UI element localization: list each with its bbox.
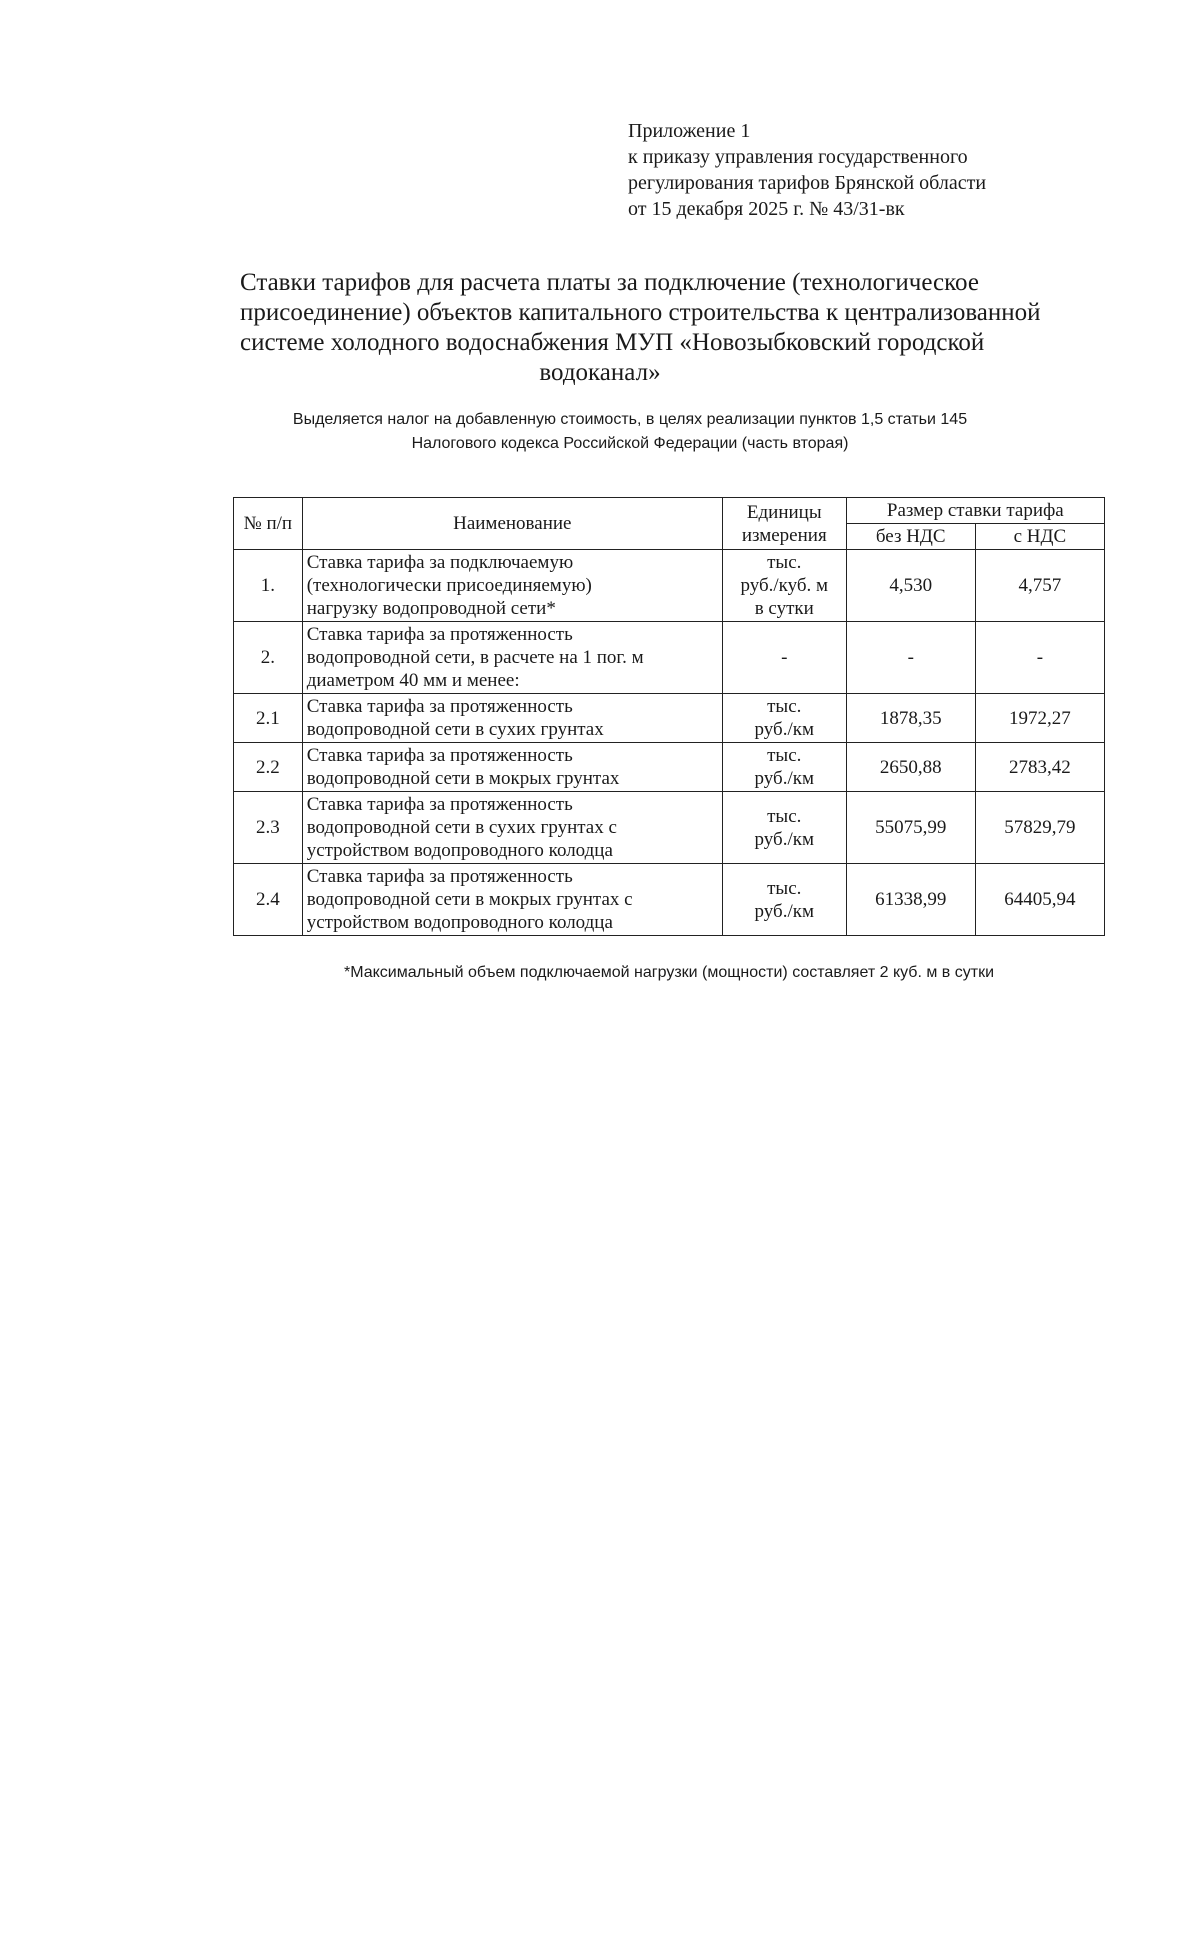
row-name-line: устройством водопроводного колодца: [306, 840, 613, 861]
row-rate-no-vat: 1878,35: [846, 694, 975, 743]
row-unit-line: в сутки: [754, 598, 814, 619]
row-rate-no-vat: 55075,99: [846, 792, 975, 864]
row-name: [302, 792, 722, 864]
row-unit-line: руб./км: [754, 768, 814, 789]
title-line: системе холодного водоснабжения МУП «Новозыбковский городской: [240, 329, 985, 356]
row-rate-with-vat: -: [975, 622, 1104, 694]
row-num: 2.1: [234, 694, 303, 743]
row-rate-no-vat: 4,530: [846, 550, 975, 622]
table-row: [234, 792, 1105, 864]
tariff-table: [233, 497, 1105, 936]
row-unit-line: руб./км: [754, 719, 814, 740]
row-num: 2.4: [234, 864, 303, 936]
title-line: присоединение) объектов капитального строительства к централизованной: [240, 299, 1041, 326]
row-name-line: Ставка тарифа за протяженность: [306, 624, 573, 645]
row-name-line: водопроводной сети в мокрых грунтах: [306, 768, 620, 789]
row-name-line: диаметром 40 мм и менее:: [306, 670, 520, 691]
row-num: 2.2: [234, 743, 303, 792]
row-name: [302, 622, 722, 694]
row-name-line: Ставка тарифа за протяженность: [306, 794, 573, 815]
row-name: [302, 550, 722, 622]
row-name: [302, 743, 722, 792]
appendix-header: [628, 118, 1088, 222]
header-num: № п/п: [234, 498, 303, 550]
row-rate-with-vat: 2783,42: [975, 743, 1104, 792]
row-rate-with-vat: 1972,27: [975, 694, 1104, 743]
row-name-line: Ставка тарифа за протяженность: [306, 696, 573, 717]
row-rate-with-vat: 4,757: [975, 550, 1104, 622]
row-rate-no-vat: 2650,88: [846, 743, 975, 792]
row-unit: [722, 622, 846, 694]
row-unit: [722, 864, 846, 936]
row-name-line: (технологически присоединяемую): [306, 575, 592, 596]
table-body: [234, 550, 1105, 936]
row-name-line: водопроводной сети в сухих грунтах с: [306, 817, 617, 838]
vat-note: [200, 408, 1060, 456]
table-header-row: [234, 498, 1105, 524]
row-rate-with-vat: 57829,79: [975, 792, 1104, 864]
document-title: [240, 268, 1041, 388]
row-name: [302, 694, 722, 743]
row-name-line: водопроводной сети в мокрых грунтах с: [306, 889, 633, 910]
row-unit-line: тыс.: [767, 745, 802, 766]
row-name: [302, 864, 722, 936]
row-name-line: Ставка тарифа за протяженность: [306, 866, 573, 887]
row-name-line: Ставка тарифа за подключаемую: [306, 552, 574, 573]
row-unit-line: тыс.: [767, 696, 802, 717]
row-unit: [722, 694, 846, 743]
header-name: Наименование: [302, 498, 722, 550]
row-unit-line: -: [781, 647, 788, 668]
vat-note-line: Налогового кодекса Российской Федерации (часть вторая): [411, 435, 849, 452]
row-unit-line: руб./км: [754, 828, 814, 850]
row-unit: [722, 743, 846, 792]
appendix-line: от 15 декабря 2025 г. № 43/31-вк: [628, 198, 905, 220]
header-no-vat: без НДС: [846, 524, 975, 550]
appendix-line: Приложение 1: [628, 120, 751, 142]
row-num: 1.: [234, 550, 303, 622]
appendix-line: регулирования тарифов Брянской области: [628, 172, 987, 194]
table-row: [234, 622, 1105, 694]
header-rate-group: Размер ставки тарифа: [846, 498, 1104, 524]
table-row: [234, 743, 1105, 792]
row-name-line: устройством водопроводного колодца: [306, 912, 613, 933]
row-rate-with-vat: 64405,94: [975, 864, 1104, 936]
row-rate-no-vat: -: [846, 622, 975, 694]
footnote: *Максимальный объем подключаемой нагрузки (мощности) составляет 2 куб. м в сутки: [343, 964, 995, 981]
row-name-line: Ставка тарифа за протяженность: [306, 745, 573, 766]
row-rate-no-vat: 61338,99: [846, 864, 975, 936]
table-row: [234, 864, 1105, 936]
title-line: Ставки тарифов для расчета платы за подключение (технологическое: [240, 269, 979, 296]
row-name-line: водопроводной сети, в расчете на 1 пог. м: [306, 647, 644, 668]
row-unit-line: тыс.: [767, 552, 802, 573]
table-row: [234, 550, 1105, 622]
row-unit-line: тыс.: [767, 877, 802, 899]
title-line: водоканал»: [539, 359, 661, 386]
row-name-line: водопроводной сети в сухих грунтах: [306, 719, 604, 740]
header-with-vat: с НДС: [975, 524, 1104, 550]
row-unit: [722, 550, 846, 622]
appendix-line: к приказу управления государственного: [628, 146, 968, 168]
row-num: 2.: [234, 622, 303, 694]
row-unit-line: руб./куб. м: [740, 575, 829, 596]
row-unit-line: руб./км: [754, 900, 814, 922]
row-num: 2.3: [234, 792, 303, 864]
row-unit: [722, 792, 846, 864]
header-unit: Единицы измерения: [722, 498, 846, 550]
table-row: [234, 694, 1105, 743]
row-name-line: нагрузку водопроводной сети*: [306, 598, 556, 619]
vat-note-line: Выделяется налог на добавленную стоимость, в целях реализации пунктов 1,5 статьи 145: [292, 411, 968, 428]
row-unit-line: тыс.: [767, 805, 802, 827]
